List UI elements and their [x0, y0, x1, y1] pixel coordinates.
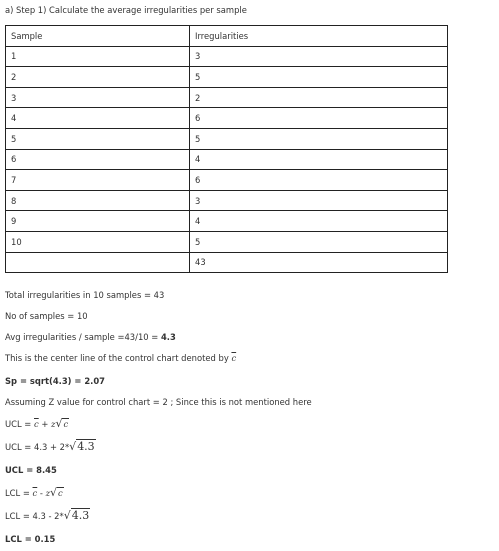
sample-cell: 1	[6, 46, 190, 67]
irregularities-cell: 3	[190, 46, 448, 67]
sample-cell: 4	[6, 108, 190, 129]
average-label: Avg irregularities / sample =43/10 =	[5, 332, 161, 342]
ucl-formula	[5, 418, 69, 430]
assumption-note: Assuming Z value for control chart = 2 ; Since this is not mentioned here	[5, 397, 312, 407]
sample-cell: 3	[6, 87, 190, 108]
irregularities-cell: 6	[190, 108, 448, 129]
c-bar-symbol: $\overline{c}$	[231, 353, 237, 363]
total-irregularities: Total irregularities in 10 samples = 43	[5, 290, 165, 300]
average-irregularities	[5, 331, 176, 343]
table-row	[6, 108, 448, 129]
sample-cell: 8	[6, 190, 190, 211]
sqrt-symbol: √	[50, 486, 58, 499]
radicand-value: 4.3	[77, 440, 95, 453]
z-symbol: z	[51, 419, 56, 429]
plus-sign: +	[38, 419, 52, 429]
table-row	[6, 149, 448, 170]
z-symbol: z	[45, 488, 51, 498]
ucl-result: UCL = 8.45	[5, 465, 57, 475]
sqrt-symbol: √	[63, 509, 71, 522]
sample-cell: 9	[6, 211, 190, 232]
c-bar-radicand: c	[63, 419, 69, 429]
minus-sign: -	[37, 488, 46, 498]
irregularities-cell: 4	[190, 211, 448, 232]
table-row	[6, 190, 448, 211]
irregularities-cell: 43	[190, 252, 448, 273]
ucl-label: UCL =	[5, 419, 34, 429]
sqrt-symbol: √	[69, 440, 77, 453]
table-row	[6, 231, 448, 252]
ucl-substitution	[5, 441, 96, 453]
irregularities-cell: 3	[190, 190, 448, 211]
sample-cell: Sample	[6, 26, 190, 47]
irregularities-cell: 4	[190, 149, 448, 170]
c-bar-symbol: $\overline{c}$	[34, 419, 39, 429]
irregularities-cell: 5	[190, 231, 448, 252]
lcl-result: LCL = 0.15	[5, 534, 56, 544]
c-bar-radicand: c	[58, 488, 63, 498]
irregularities-cell: Irregularities	[190, 26, 448, 47]
lcl-substitution	[5, 510, 90, 522]
table-row	[6, 252, 448, 273]
ucl-sub-text: UCL = 4.3 + 2*	[5, 442, 70, 452]
sample-cell: 6	[6, 149, 190, 170]
irregularities-cell: 5	[190, 67, 448, 88]
table-header-row	[6, 26, 448, 47]
c-bar-symbol: $\overline{c}$	[32, 488, 38, 498]
lcl-sub-text: LCL = 4.3 - 2*	[5, 511, 64, 521]
center-line-text: This is the center line of the control chart denoted by	[5, 353, 232, 363]
table-row	[6, 46, 448, 67]
radicand-value: 4.3	[71, 509, 90, 522]
table-row	[6, 128, 448, 149]
sample-cell: 5	[6, 128, 190, 149]
step-heading: a) Step 1) Calculate the average irregularities per sample	[5, 5, 247, 15]
number-of-samples: No of samples = 10	[5, 311, 88, 321]
irregularities-cell: 5	[190, 128, 448, 149]
center-line-note	[5, 352, 236, 364]
table-row	[6, 67, 448, 88]
table-row	[6, 87, 448, 108]
irregularities-cell: 6	[190, 170, 448, 191]
lcl-formula	[5, 487, 64, 499]
sqrt-symbol: √	[55, 417, 63, 430]
sample-cell	[6, 252, 190, 273]
average-value: 4.3	[160, 332, 176, 342]
sample-cell: 7	[6, 170, 190, 191]
irregularities-table	[5, 25, 448, 273]
table-row	[6, 170, 448, 191]
sample-cell: 2	[6, 67, 190, 88]
sp-line: Sp = sqrt(4.3) = 2.07	[5, 376, 105, 386]
table-row	[6, 211, 448, 232]
sample-cell: 10	[6, 231, 190, 252]
lcl-label: LCL =	[5, 488, 33, 498]
irregularities-cell: 2	[190, 87, 448, 108]
